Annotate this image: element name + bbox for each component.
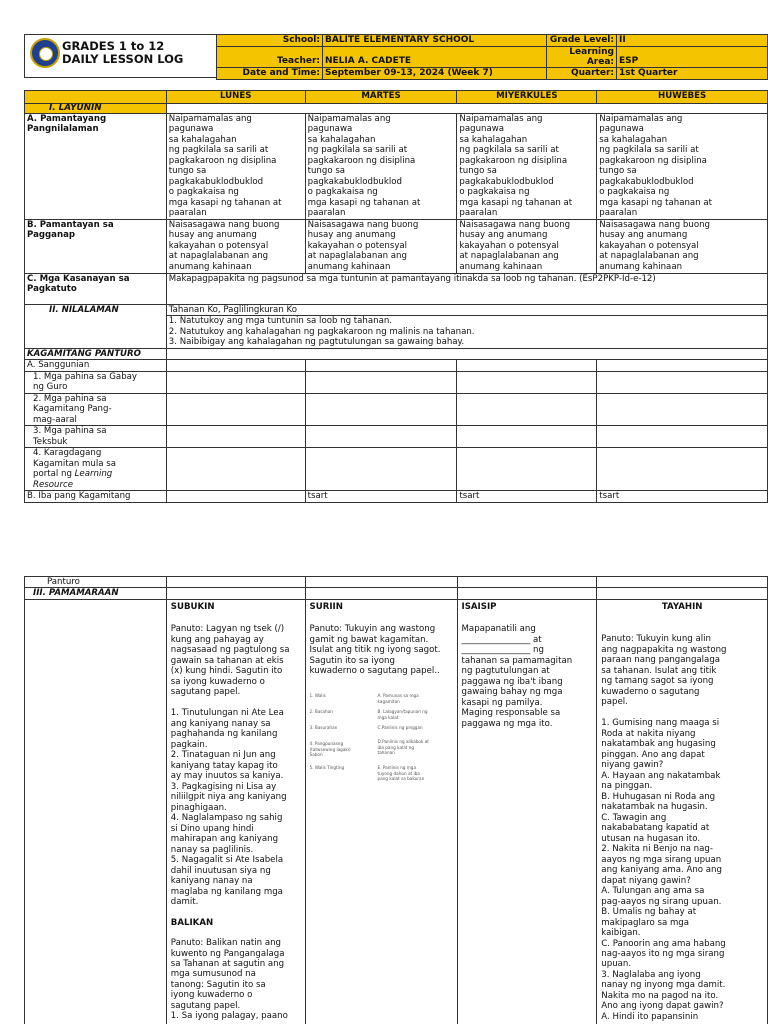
match-left-1: 1. Walis xyxy=(309,692,326,698)
nilalaman-cell xyxy=(166,305,767,349)
empty-cell xyxy=(166,588,305,599)
b-text-huwebes: Naisasagawa nang buong husay ang anumang kakayahan o potensyal at napaglalabanan ang anumang kahinaan xyxy=(597,220,768,274)
quarter-value: 1st Quarter xyxy=(617,68,768,80)
empty-cell xyxy=(166,448,305,491)
empty-cell xyxy=(457,371,597,393)
kagamitan-miyerkules: tsart xyxy=(457,491,597,502)
empty-cell xyxy=(166,348,767,359)
empty-cell xyxy=(305,371,457,393)
day-header-1: LUNES xyxy=(166,91,305,104)
tayahin-heading: TAYAHIN xyxy=(661,601,703,612)
empty-cell xyxy=(597,371,768,393)
date-label: Date and Time: xyxy=(217,68,323,80)
day-header-2: MARTES xyxy=(305,91,457,104)
pamantayan-sa-pagganap-label: B. Pamantayan sa Pagganap xyxy=(25,220,167,274)
matching-right-column xyxy=(378,693,448,787)
empty-cell xyxy=(305,393,457,425)
kasanayan-text: Makapagpapakita ng pagsunod sa mga tuntunin at pamantayang itinakda sa loob ng tahanan. (EsP2PKP-Id-e-12) xyxy=(166,274,767,305)
empty-cell xyxy=(305,426,457,448)
tayahin-text: Panuto: Tukuyin kung alin ang nagpapakita ng wastong paraan nang pangangalaga sa tahanan. Isulat ang titik ng tamang sagot sa iyong kuwaderno o sagutang papel. 1. Gumising nang maaga si Roda at nakita niyang nakatambak ang hugasing pinggan. Ano ang dapat niyang gawin? A. Hayaan ang nakatambak na pinggan. B. Huhugasan ni Roda ang nakatambak na hugasin. C. Tawagin ang nakababatang kapatid at utusan na hugasan ito. 2. Nakita ni Benjo na nag- aayos ng mga sirang upuan ang kaniyang ama. Ano ang dapat niyang gawin? A. Tulungan ang ama sa pag-aayos ng sirang upuan. B. Umalis ng bahay at makipaglaro sa mga kaibigan. C. Panoorin ang ama habang nag-aayos ito ng mga sirang upuan. 3. Naglalaba ang iyong nanay ng inyong mga damit. Nakita mo na pagod na ito. Ano ang iyong dapat gawin? A. Hindi ito papansinin xyxy=(601,634,727,1022)
sanggunian-item-3: 3. Mga pahina sa Teksbuk xyxy=(25,426,167,448)
title-line-1: GRADES 1 to 12 xyxy=(62,39,165,53)
pamamaraan-title: III. PAMAMARAAN xyxy=(25,588,167,599)
nilalaman-line-1: 1. Natutukoy ang mga tuntunin sa loob ng tahanan. xyxy=(168,316,393,327)
nilalaman-title: II. NILALAMAN xyxy=(25,305,167,349)
empty-cell xyxy=(166,104,767,114)
area-value: ESP xyxy=(617,47,768,68)
matching-exercise-image xyxy=(310,693,453,787)
nilalaman-line-0: Tahanan Ko, Paglilingkuran Ko xyxy=(167,305,767,316)
match-left-4: 4. Pangpunasng (tatwsewing lagaki) Sabon xyxy=(309,740,351,758)
area-label: Learning Area: xyxy=(547,47,617,68)
suriin-text: Panuto: Tukuyin ang wastong gamit ng bawat kagamitan. Isulat ang titik ng iyong sagot. Sagutin ito sa iyong kuwaderno o sagutang papel.. xyxy=(309,624,441,677)
match-right-b: B. Lalagyan/tapunan ng mga kalat xyxy=(377,708,428,720)
title-line-2: DAILY LESSON LOG xyxy=(62,52,184,66)
b-text-lunes: Naisasagawa nang buong husay ang anumang kakayahan o potensyal at napaglalabanan ang anumang kahinaan xyxy=(166,220,305,274)
mga-kasanayan-label: C. Mga Kasanayan sa Pagkatuto xyxy=(25,274,167,305)
empty-cell xyxy=(597,588,768,599)
match-right-e: E. Panlinis ng mga tuyong dahon at iba pang kalat sa bakuran xyxy=(377,764,425,782)
empty-cell xyxy=(597,577,768,588)
empty-cell xyxy=(597,448,768,491)
match-right-d: D.Panlinis ng alikabok at iba pang kalat ng tahanan xyxy=(377,738,429,756)
empty-cell xyxy=(305,360,457,371)
isaisip-cell xyxy=(457,599,597,1024)
kagamitan-title: KAGAMITANG PANTURO xyxy=(25,348,167,359)
empty-cell xyxy=(25,599,167,1024)
nilalaman-line-2: 2. Natutukoy ang kahalagahan ng pagkakaroon ng malinis na tahanan. xyxy=(168,326,475,337)
match-right-c: C.Panlinis ng pinggan xyxy=(377,724,423,730)
corner-cell xyxy=(25,91,167,104)
sanggunian-item-4-text: 4. Karagdagang Kagamitan mula sa portal ng xyxy=(33,448,116,480)
match-right-a: A. Pamunas sa mga kagamitan xyxy=(377,692,419,704)
panturo-label: Panturo xyxy=(25,577,167,588)
kagamitan-lunes xyxy=(166,491,305,502)
teacher-value: NELIA A. CADETE xyxy=(323,47,547,68)
day-header-3: MIYERKULES xyxy=(457,91,597,104)
learning-resource-text: Learning Resource xyxy=(33,469,113,490)
pamantayang-pangnilalaman-label: A. Pamantayang Pangnilalaman xyxy=(25,114,167,220)
nilalaman-line-3: 3. Naibibigay ang kahalagahan ng pagtutulungan sa gawaing bahay. xyxy=(168,337,465,348)
grade-value: II xyxy=(617,35,768,47)
grade-label: Grade Level: xyxy=(547,35,617,47)
sanggunian-label: A. Sanggunian xyxy=(25,360,167,371)
subukin-text: Panuto: Lagyan ng tsek (/) kung ang pahayag ay nagsasaad ng pagtulong sa gawain sa tahanan at ekis (x) kung hindi. Sagutin ito sa iyong kuwaderno o sagutang papel. 1. Tinutulungan ni Ate Lea ang kaniyang nanay sa paghahanda ng kanilang pagkain. 2. Tinataguan ni Jun ang kaniyang tatay kapag ito ay may inuutos sa kaniya. 3. Pagkagising ni Lisa ay niliilgpit niya ang kaniyang pinaghigaan. 4. Naglalampaso ng sahig si Dino upang hindi mahirapan ang kaniyang nanay sa paglilinis. 5. Nagagalit si Ate Isabela dahil inuutusan siya ng kaniyang nanay na maglaba ng kanilang mga damit. xyxy=(170,624,290,908)
empty-cell xyxy=(305,448,457,491)
kagamitan-martes: tsart xyxy=(305,491,457,502)
b-text-martes: Naisasagawa nang buong husay ang anumang kakayahan o potensyal at napaglalabanan ang anumang kahinaan xyxy=(305,220,457,274)
empty-cell xyxy=(166,360,305,371)
empty-cell xyxy=(166,371,305,393)
a-text-lunes: Naipamamalas ang pagunawa sa kahalagahan ng pagkilala sa sarili at pagkakaroon ng disiplina tungo sa pagkakabuklodbuklod o pagkakaisa ng mga kasapi ng tahanan at paaralan xyxy=(166,114,305,220)
school-value: BALITE ELEMENTARY SCHOOL xyxy=(323,35,547,47)
lesson-log-table xyxy=(24,90,768,503)
suriin-cell xyxy=(305,599,457,1024)
kagamitan-huwebes: tsart xyxy=(597,491,768,502)
a-text-martes: Naipamamalas ang pagunawa sa kahalagahan ng pagkilala sa sarili at pagkakaroon ng disiplina tungo sa pagkakabuklodbuklod o pagkakaisa ng mga kasapi ng tahanan at paaralan xyxy=(305,114,457,220)
empty-cell xyxy=(597,426,768,448)
tayahin-cell xyxy=(597,599,768,1024)
empty-cell xyxy=(305,588,457,599)
isaisip-heading: ISAISIP xyxy=(461,601,497,612)
day-header-4: HUWEBES xyxy=(597,91,768,104)
match-left-2: 2. Basahan xyxy=(309,708,333,714)
empty-cell xyxy=(457,448,597,491)
empty-cell xyxy=(305,577,457,588)
a-text-huwebes: Naipamamalas ang pagunawa sa kahalagahan ng pagkilala sa sarili at pagkakaroon ng disiplina tungo sa pagkakabuklodbuklod o pagkakaisa ng mga kasapi ng tahanan at paaralan xyxy=(597,114,768,220)
subukin-heading: SUBUKIN xyxy=(170,601,215,612)
title-box xyxy=(24,34,216,78)
layunin-title: I. LAYUNIN xyxy=(25,104,167,114)
balikan-heading: BALIKAN xyxy=(170,917,214,928)
empty-cell xyxy=(457,588,597,599)
empty-cell xyxy=(457,426,597,448)
empty-cell xyxy=(457,393,597,425)
school-label: School: xyxy=(217,35,323,47)
sanggunian-item-2: 2. Mga pahina sa Kagamitang Pang- mag-aaral xyxy=(25,393,167,425)
quarter-label: Quarter: xyxy=(547,68,617,80)
suriin-heading: SURIIN xyxy=(309,601,343,612)
empty-cell xyxy=(166,426,305,448)
a-text-miyerkules: Naipamamalas ang pagunawa sa kahalagahan ng pagkilala sa sarili at pagkakaroon ng disiplina tungo sa pagkakabuklodbuklod o pagkakaisa ng mga kasapi ng tahanan at paaralan xyxy=(457,114,597,220)
empty-cell xyxy=(457,577,597,588)
matching-left-column xyxy=(310,693,368,787)
teacher-label: Teacher: xyxy=(217,47,323,68)
empty-cell xyxy=(166,393,305,425)
sanggunian-item-4 xyxy=(25,448,167,491)
empty-cell xyxy=(597,393,768,425)
iba-pang-kagamitan-label: B. Iba pang Kagamitang xyxy=(25,491,167,502)
sanggunian-item-1: 1. Mga pahina sa Gabay ng Guro xyxy=(25,371,167,393)
isaisip-text: Mapapanatili ang ________________ at ________________ ng tahanan sa pamamagitan ng pagtutulungan at paggawa ng iba't ibang gawaing bahay ng mga kasapi ng pamilya. Maging responsable sa paggawa ng mga ito. xyxy=(461,624,573,729)
header-info-table xyxy=(216,34,768,80)
match-left-5: 5. Walis Tingting xyxy=(309,764,345,770)
empty-cell xyxy=(597,360,768,371)
date-value: September 09-13, 2024 (Week 7) xyxy=(323,68,547,80)
match-left-3: 3. Basurahan xyxy=(309,724,338,730)
empty-cell xyxy=(166,577,305,588)
empty-cell xyxy=(457,360,597,371)
balikan-text: Panuto: Balikan natin ang kuwento ng Pangangalaga sa Tahanan at sagutin ang mga sumusunod na tanong: Sagutin ito sa iyong kuwaderno o sagutang papel. 1. Sa iyong palagay, paano xyxy=(170,938,288,1022)
b-text-miyerkules: Naisasagawa nang buong husay ang anumang kakayahan o potensyal at napaglalabanan ang anumang kahinaan xyxy=(457,220,597,274)
lesson-log-table-continued xyxy=(24,576,768,1024)
subukin-cell xyxy=(166,599,305,1024)
